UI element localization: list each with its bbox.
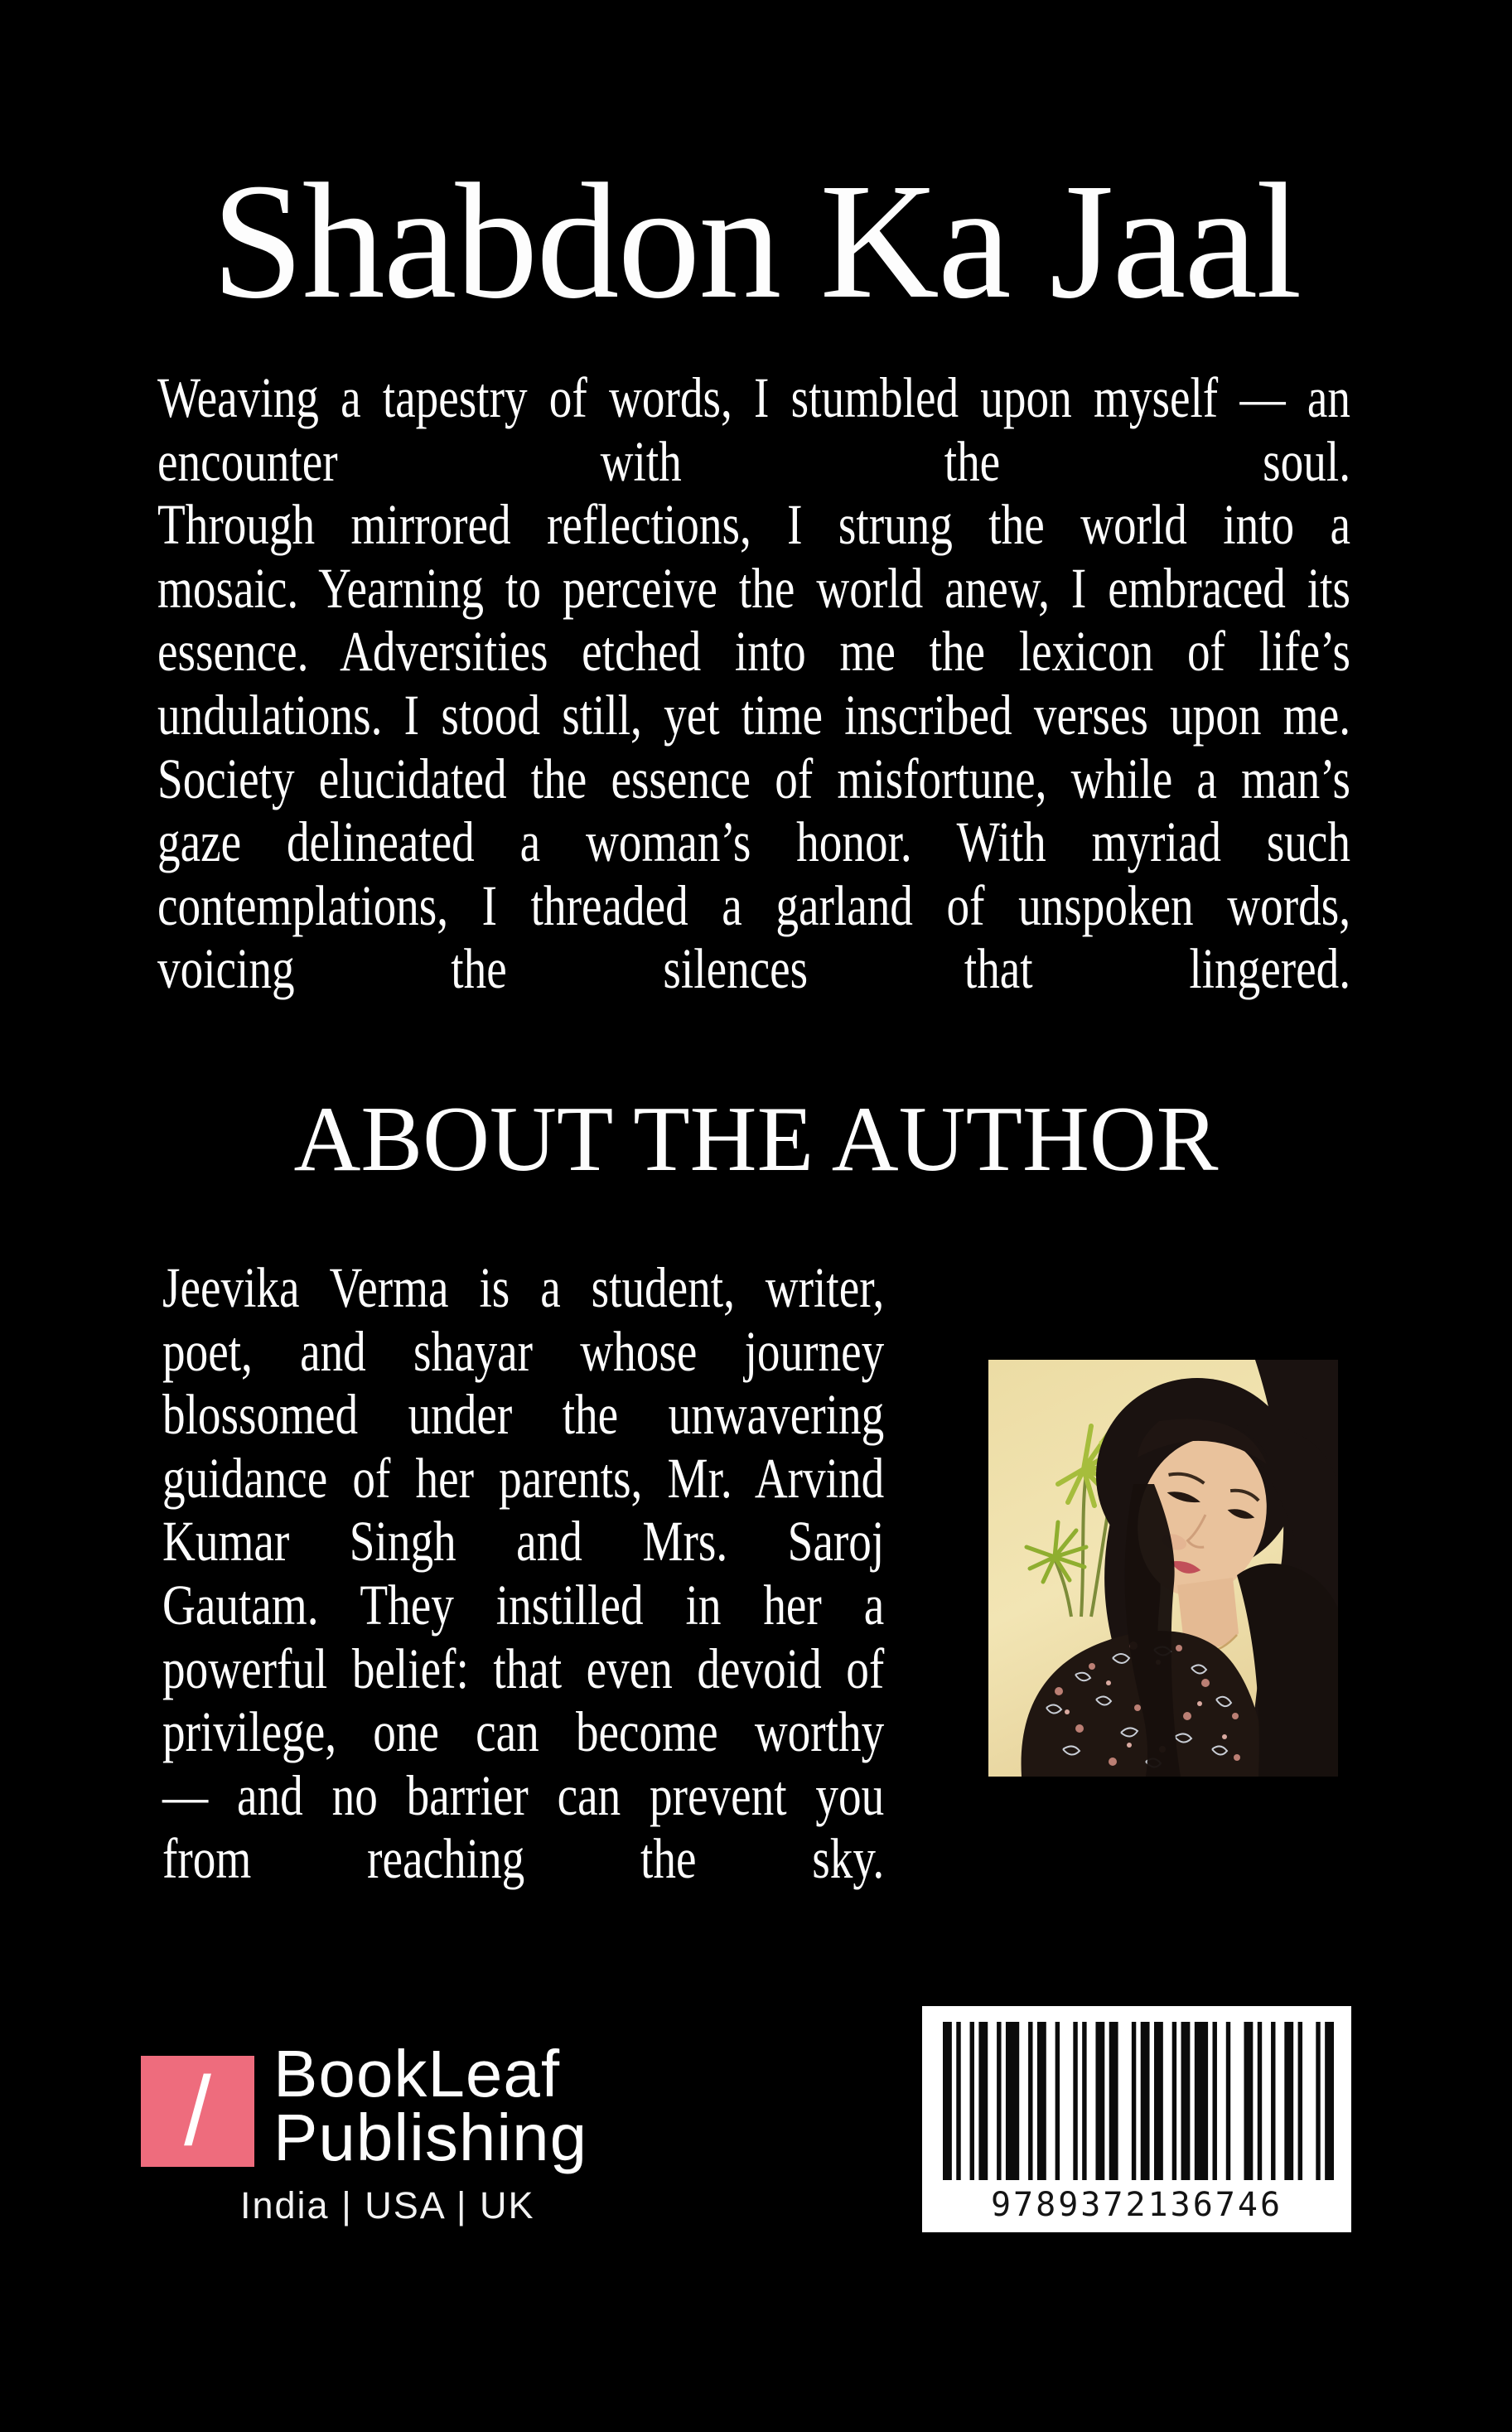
- text-line: contemplations, I threaded a garland of unspoken words,: [157, 873, 1350, 937]
- author-photo: [988, 1360, 1338, 1777]
- text-line: — and no barrier can prevent you: [162, 1763, 885, 1827]
- text-line: Society elucidated the essence of misfortune, while a man’s: [157, 747, 1350, 810]
- text-line: essence. Adversities etched into me the lexicon of life’s: [157, 620, 1350, 684]
- barcode-bars-icon: [943, 2022, 1334, 2180]
- text-line: Weaving a tapestry of words, I stumbled upon myself — an: [157, 366, 1350, 429]
- publisher-name-line2: Publishing: [273, 2101, 588, 2174]
- isbn-number: 9789372136746: [990, 2186, 1283, 2224]
- about-the-author-heading: ABOUT THE AUTHOR: [293, 1088, 1219, 1191]
- text-line: guidance of her parents, Mr. Arvind: [162, 1446, 885, 1510]
- text-line: Through mirrored reflections, I strung the world into a: [157, 493, 1350, 557]
- book-title: Shabdon Ka Jaal: [211, 150, 1301, 333]
- text-line: Jeevika Verma is a student, writer,: [162, 1256, 885, 1319]
- text-line: from reaching the sky.: [162, 1827, 885, 1891]
- text-line: poet, and shayar whose journey: [162, 1319, 885, 1383]
- text-line: encounter with the soul.: [157, 429, 1350, 493]
- author-portrait-illustration: [988, 1360, 1338, 1777]
- text-line: privilege, one can become worthy: [162, 1700, 885, 1764]
- publisher-regions: India | USA | UK: [240, 2184, 535, 2227]
- barcode: [922, 2006, 1351, 2232]
- publisher-logo-mark: [141, 2056, 254, 2167]
- text-line: Gautam. They instilled in her a: [162, 1573, 885, 1637]
- author-bio: [162, 1256, 884, 1891]
- text-line: undulations. I stood still, yet time inscribed verses upon me.: [157, 683, 1350, 747]
- text-line: voicing the silences that lingered.: [157, 937, 1350, 1001]
- text-line: powerful belief: that even devoid of: [162, 1637, 885, 1700]
- logo-slash-icon: /: [184, 2057, 211, 2166]
- text-line: mosaic. Yearning to perceive the world anew, I embraced its: [157, 556, 1350, 620]
- text-line: gaze delineated a woman’s honor. With myriad such: [157, 810, 1350, 874]
- publisher-name-line1: BookLeaf: [273, 2037, 561, 2110]
- text-line: Kumar Singh and Mrs. Saroj: [162, 1510, 885, 1574]
- publisher-name: [273, 2037, 588, 2174]
- book-description: [157, 366, 1350, 1001]
- text-line: blossomed under the unwavering: [162, 1383, 885, 1447]
